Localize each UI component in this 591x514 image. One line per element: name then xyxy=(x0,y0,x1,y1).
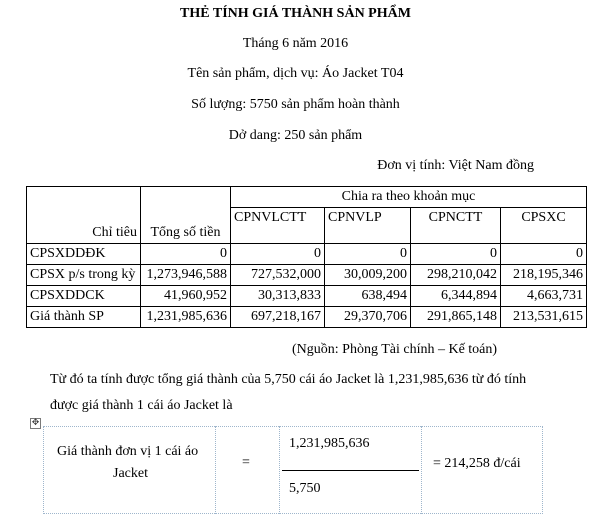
cell-c2: 30,009,200 xyxy=(325,265,411,286)
cell-c1: 30,313,833 xyxy=(231,286,325,307)
cell-c1: 727,532,000 xyxy=(231,265,325,286)
table-border xyxy=(421,426,422,514)
equals-sign: = xyxy=(242,455,250,470)
row-label: CPSXDDCK xyxy=(27,286,141,307)
cell-c3: 291,865,148 xyxy=(411,307,501,328)
table-border xyxy=(43,426,543,427)
row-label: CPSXDDĐK xyxy=(27,244,141,265)
cell-total: 1,231,985,636 xyxy=(141,307,231,328)
period-text: Tháng 6 năm 2016 xyxy=(242,36,349,51)
source-note: (Nguồn: Phòng Tài chính – Kế toán) xyxy=(292,342,498,357)
formula-numerator: 1,231,985,636 xyxy=(289,436,370,451)
cell-total: 1,273,946,588 xyxy=(141,265,231,286)
cell-c1: 0 xyxy=(231,244,325,265)
cell-c3: 0 xyxy=(411,244,501,265)
header-cpnctt: CPNCTT xyxy=(411,208,501,244)
formula-label-line-1: Giá thành đơn vị 1 cái áo xyxy=(57,444,199,459)
wip-text: Dở dang: 250 sản phẩm xyxy=(228,128,363,143)
move-icon[interactable]: ✥ xyxy=(31,418,40,428)
quantity-text: Số lượng: 5750 sản phẩm hoàn thành xyxy=(191,97,400,112)
cell-c2: 0 xyxy=(325,244,411,265)
header-cpsxc: CPSXC xyxy=(501,208,587,244)
table-border xyxy=(542,426,543,514)
cell-c1: 697,218,167 xyxy=(231,307,325,328)
cell-c3: 6,344,894 xyxy=(411,286,501,307)
cell-c3: 298,210,042 xyxy=(411,265,501,286)
table-header-row xyxy=(27,187,587,208)
currency-unit-text: Đơn vị tính: Việt Nam đồng xyxy=(377,158,534,173)
page-title: THẺ TÍNH GIÁ THÀNH SẢN PHẨM xyxy=(180,6,411,21)
cell-c4: 0 xyxy=(501,244,587,265)
cell-c2: 29,370,706 xyxy=(325,307,411,328)
paragraph-line-2: được giá thành 1 cái áo Jacket là xyxy=(50,398,233,413)
table-row xyxy=(27,307,587,328)
formula-table xyxy=(43,426,543,514)
cell-total: 0 xyxy=(141,244,231,265)
cell-total: 41,960,952 xyxy=(141,286,231,307)
paragraph-line-1: Từ đó ta tính được tổng giá thành của 5,750 cái áo Jacket là 1,231,985,636 từ đó tính xyxy=(50,372,527,387)
table-row xyxy=(27,244,587,265)
table-border xyxy=(43,426,44,514)
row-label: Giá thành SP xyxy=(27,307,141,328)
header-item: Chỉ tiêu xyxy=(27,187,141,244)
formula-denominator: 5,750 xyxy=(289,481,321,496)
table-border xyxy=(279,426,280,514)
cell-c2: 638,494 xyxy=(325,286,411,307)
header-cpnvlp: CPNVLP xyxy=(325,208,411,244)
product-name-text: Tên sản phẩm, dịch vụ: Áo Jacket T04 xyxy=(187,66,404,81)
header-group: Chia ra theo khoản mục xyxy=(231,187,587,208)
formula-result: = 214,258 đ/cái xyxy=(433,456,521,471)
header-total: Tổng số tiền xyxy=(141,187,231,244)
formula-label-line-2: Jacket xyxy=(113,466,148,481)
table-border xyxy=(215,426,216,514)
cell-c4: 4,663,731 xyxy=(501,286,587,307)
cost-table xyxy=(26,186,587,328)
table-row xyxy=(27,286,587,307)
table-row xyxy=(27,265,587,286)
cell-c4: 218,195,346 xyxy=(501,265,587,286)
fraction-bar xyxy=(282,470,419,471)
header-cpnvlctt: CPNVLCTT xyxy=(231,208,325,244)
cell-c4: 213,531,615 xyxy=(501,307,587,328)
row-label: CPSX p/s trong kỳ xyxy=(27,265,141,286)
